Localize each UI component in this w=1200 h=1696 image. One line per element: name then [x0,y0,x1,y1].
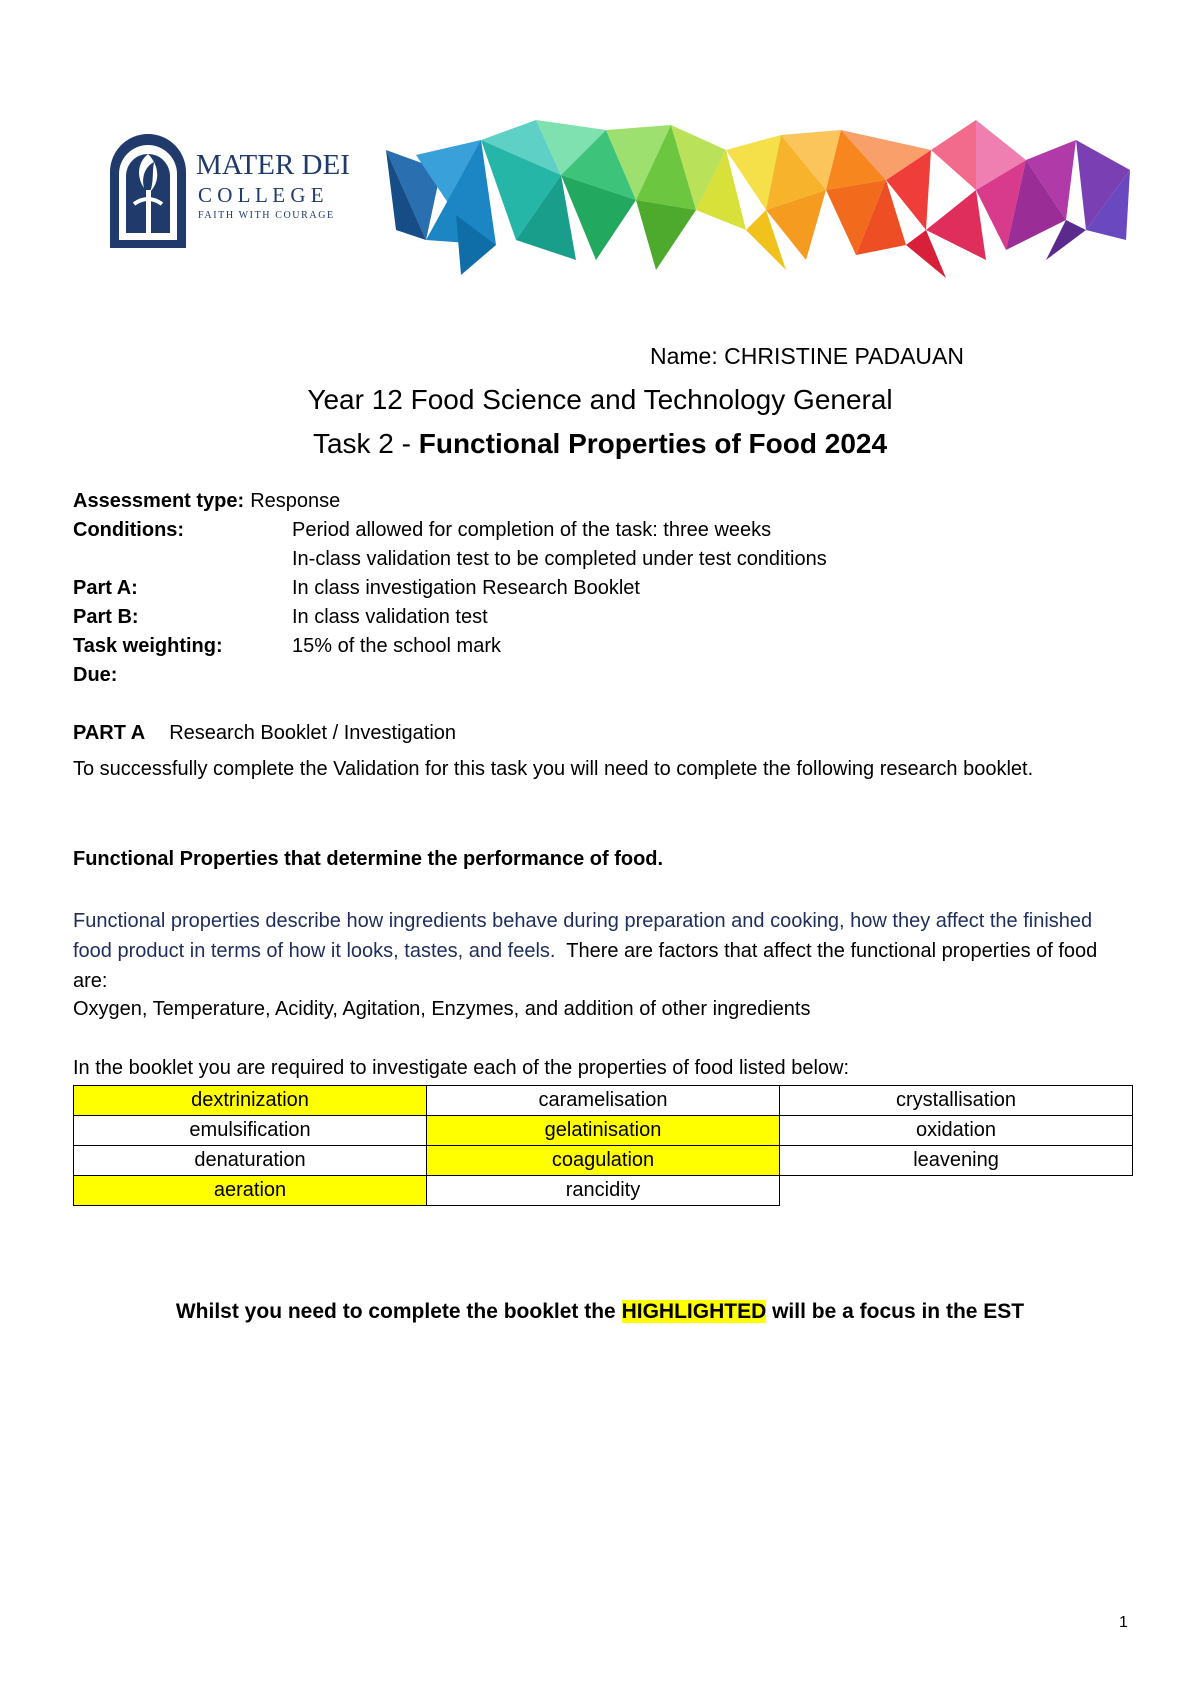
table-cell: gelatinisation [427,1116,780,1146]
assessment-type-row [73,487,827,516]
crest-icon [110,134,186,248]
part-a-intro: To successfully complete the Validation for this task you will need to complete the following research booklet. [73,758,1034,780]
due-label: Due: [73,664,118,686]
college-logo [108,132,398,250]
page-number: 1 [1119,1614,1128,1631]
table-cell: aeration [74,1176,427,1206]
assessment-type-value: Response [250,490,341,512]
table-cell: denaturation [74,1146,427,1176]
task-prefix: Task 2 - [312,428,411,459]
table-cell: oxidation [780,1116,1133,1146]
table-row [74,1146,1133,1176]
table-cell: emulsification [74,1116,427,1146]
conditions-row [73,516,827,545]
table-row [74,1086,1133,1116]
part-b-label: Part B: [73,606,139,628]
table-cell: rancidity [427,1176,780,1206]
conditions-value-2: In-class validation test to be completed under test conditions [292,548,827,570]
table-cell: coagulation [427,1146,780,1176]
task-title [0,428,1200,460]
properties-table [73,1085,1133,1206]
table-cell: caramelisation [427,1086,780,1116]
assessment-type-label: Assessment type: [73,490,245,512]
conditions-label: Conditions: [73,519,185,541]
functional-text-navy: Functional properties describe how ingredients behave during preparation and cooking, how they affect the finished food product in terms of how it looks, tastes, and feels. [73,910,1093,962]
part-a-title: Research Booklet / Investigation [169,722,457,744]
focus-note [0,1300,1200,1324]
functional-heading: Functional Properties that determine the performance of food. [73,848,664,870]
course-title: Year 12 Food Science and Technology General [307,384,893,415]
table-row [74,1116,1133,1146]
part-a-heading [73,722,456,745]
booklet-intro: In the booklet you are required to investigate each of the properties of food listed below: [73,1057,850,1079]
logo-motto: FAITH WITH COURAGE [198,210,335,221]
table-cell: dextrinization [74,1086,427,1116]
table-cell-empty [780,1176,1133,1206]
functional-text-black: There are factors that affect the functional properties of food are: [73,940,1098,992]
part-a-value: In class investigation Research Booklet [292,577,640,599]
weighting-row [73,632,827,661]
name-label: Name: [650,343,718,369]
conditions-value-1: Period allowed for completion of the task: three weeks [292,519,772,541]
weighting-value: 15% of the school mark [292,635,501,657]
polygon-banner-image [386,120,1130,280]
focus-after: will be a focus in the EST [772,1300,1025,1323]
assessment-details [73,487,827,690]
table-row [74,1176,1133,1206]
focus-before: Whilst you need to complete the booklet the [175,1300,616,1323]
student-name [650,343,964,370]
weighting-label: Task weighting: [73,635,223,657]
table-cell: leavening [780,1146,1133,1176]
part-a-row [73,574,827,603]
functional-description [73,906,1133,996]
task-title-bold: Functional Properties of Food 2024 [418,428,888,459]
table-cell: crystallisation [780,1086,1133,1116]
part-a-label: Part A: [73,577,138,599]
conditions-row-2 [73,545,827,574]
part-a-label: PART A [73,722,146,744]
logo-college: C O L L E G E [198,183,324,207]
factors-list: Oxygen, Temperature, Acidity, Agitation, Enzymes, and addition of other ingredients [73,998,811,1020]
name-value: CHRISTINE PADAUAN [724,343,964,369]
part-b-value: In class validation test [292,606,488,628]
due-row [73,661,827,690]
logo-name: MATER DEI [196,149,350,181]
focus-highlight: HIGHLIGHTED [621,1300,767,1323]
part-b-row [73,603,827,632]
